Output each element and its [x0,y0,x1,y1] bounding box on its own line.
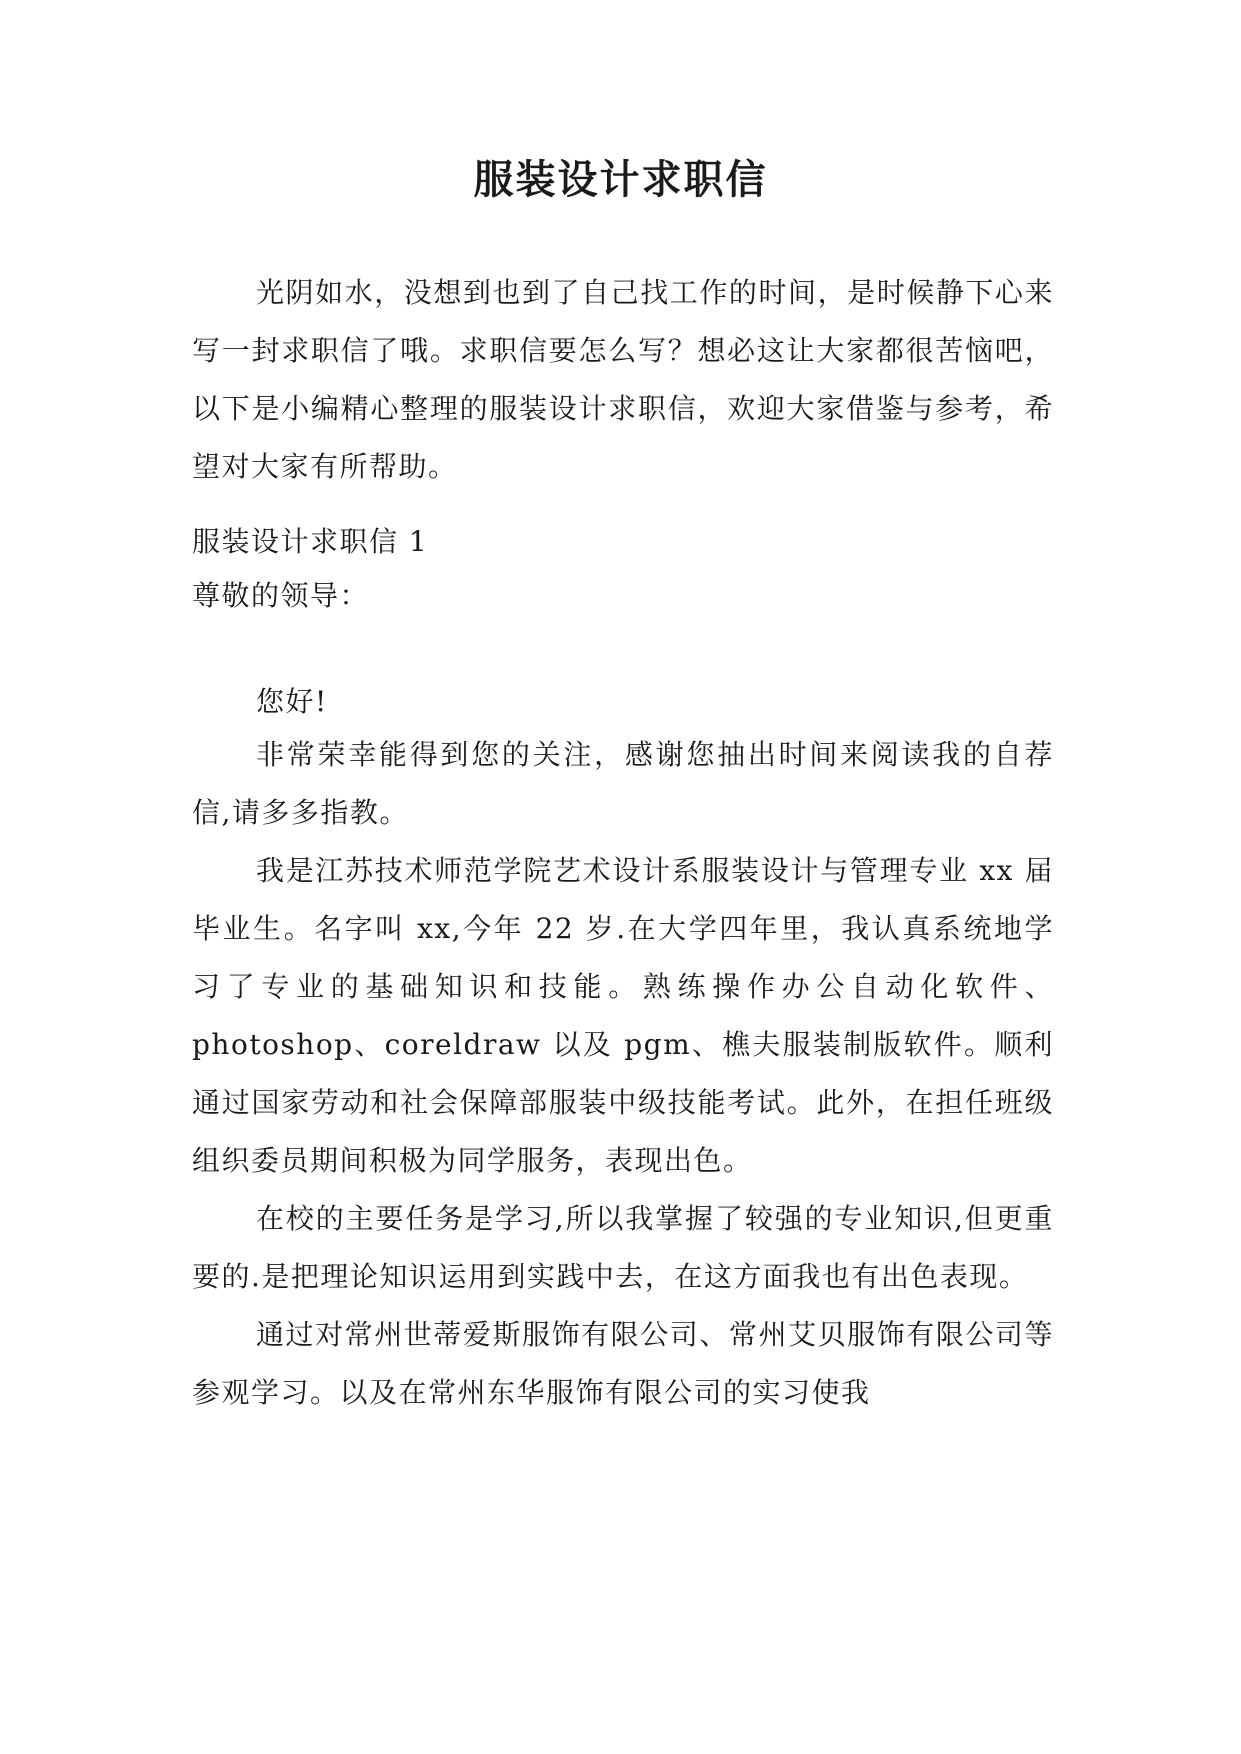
salutation: 尊敬的领导： [192,579,370,612]
body-paragraph: 在校的主要任务是学习,所以我掌握了较强的专业知识,但更重要的.是把理论知识运用到实践中去，在这方面我也有出色表现。 [192,1202,1054,1293]
document-title: 服装设计求职信 [473,156,768,203]
greeting: 您好! [256,685,328,718]
body-paragraph: 我是江苏技术师范学院艺术设计系服装设计与管理专业 xx 届毕业生。名字叫 xx,今年 22 岁.在大学四年里，我认真系统地学习了专业的基础知识和技能。熟练操作办公自动化软件、photoshop、coreldraw 以及 pgm、樵夫服装制版软件。顺利通过国家劳动和社会保障部服装中级技能考试。此外，在担任班级组织委员期间积极为同学服务，表现出色。 [192,854,1054,1177]
letter-body [192,726,1054,1422]
intro-paragraph: 光阴如水，没想到也到了自己找工作的时间，是时候静下心来写一封求职信了哦。求职信要怎么写？想必这让大家都很苦恼吧，以下是小编精心整理的服装设计求职信，欢迎大家借鉴与参考，希望对大家有所帮助。 [192,276,1054,483]
section-heading: 服装设计求职信 1 [192,525,429,558]
body-paragraph: 通过对常州世蒂爱斯服饰有限公司、常州艾贝服饰有限公司等参观学习。以及在常州东华服饰有限公司的实习使我 [192,1318,1054,1409]
body-paragraph: 非常荣幸能得到您的关注，感谢您抽出时间来阅读我的自荐信,请多多指教。 [192,738,1054,829]
